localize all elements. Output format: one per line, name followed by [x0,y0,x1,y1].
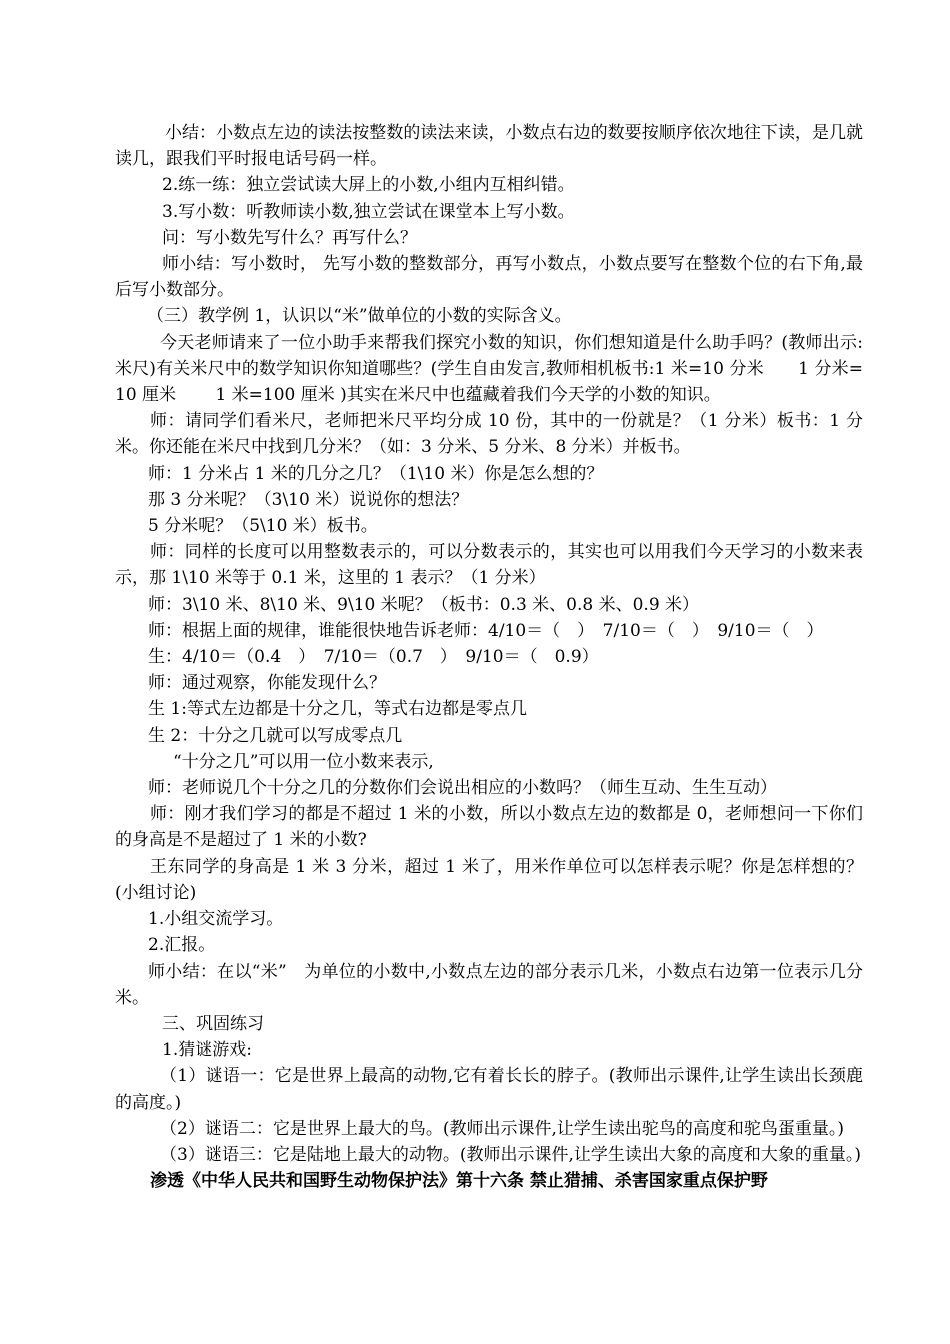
paragraph-write-decimals: 3.写小数：听教师读小数,独立尝试在课堂本上写小数。 [162,201,575,222]
paragraph-student-one: 生 1:等式左边都是十分之几，等式右边都是零点几 [148,699,527,720]
document-body [115,120,863,1194]
paragraph-practice: 2.练一练：独立尝试读大屏上的小数,小组内互相纠错。 [162,175,575,196]
paragraph-riddle-two: （2）谜语二：它是世界上最大的鸟。(教师出示课件,让学生读出驼鸟的高度和驼鸟蛋重量。) [160,1118,844,1139]
paragraph-interaction: 师：老师说几个十分之几的分数你们会说出相应的小数吗？（师生互动、生生互动） [148,778,777,799]
paragraph-riddle-game: 1.猜谜游戏: [162,1040,252,1061]
paragraph-more-fractions: 师：3\10 米、8\10 米、9\10 米呢？（板书：0.3 米、0.8 米、0.9 米） [148,594,700,615]
paragraph-question: 问：写小数先写什么？再写什么？ [162,227,417,248]
paragraph-student-answer: 生：4/10＝（0.4 ） 7/10＝（0.7 ） 9/10＝（ 0.9） [148,647,599,668]
paragraph-report: 2.汇报。 [148,935,216,956]
paragraph-tenths-rule: “十分之几”可以用一位小数来表示, [173,751,434,772]
paragraph-example-heading: （三）教学例 1，认识以“米”做单位的小数的实际含义。 [147,306,572,327]
paragraph-law-reference: 渗透《中华人民共和国野生动物保护法》第十六条 禁止猎捕、杀害国家重点保护野 [150,1171,768,1192]
paragraph-riddle-one: （1）谜语一：它是世界上最高的动物,它有着长长的脖子。(教师出示课件,让学生读出长颈鹿的高度。) [115,1066,863,1113]
paragraph-five-decimeters: 5 分米呢？（5\10 米）板书。 [148,516,378,537]
paragraph-observe: 师：通过观察，你能发现什么？ [148,673,386,694]
paragraph-pattern-question: 师：根据上面的规律，谁能很快地告诉老师：4/10＝（ ） 7/10＝（ ） 9/10＝（ ） [148,620,824,641]
section-heading-practice: 三、巩固练习 [162,1013,264,1034]
paragraph-student-two: 生 2：十分之几就可以写成零点几 [148,725,403,746]
paragraph-meter-ruler-intro: 今天老师请来了一位小助手来帮我们探究小数的知识，你们想知道是什么助手吗？(教师出示:米尺)有关米尺中的数学知识你知道哪些？(学生自由发言,教师相机板书:1 米=10 分米 1 分米=10 厘米 1 米=100 厘米 )其实在米尺中也蕴藏着我们今天学的小数的知识。 [115,332,863,406]
paragraph-one-decimeter: 师：1 分米占 1 米的几分之几？（1\10 米）你是怎么想的？ [148,463,604,484]
paragraph-summary-reading: 小结：小数点左边的读法按整数的读法来读，小数点右边的数要按顺序依次地往下读，是几就读几，跟我们平时报电话号码一样。 [115,123,863,170]
paragraph-same-length: 师：同样的长度可以用整数表示的，可以分数表示的，其实也可以用我们今天学习的小数来表示，那 1\10 米等于 0.1 米，这里的 1 表示？（1 分米） [115,542,863,589]
paragraph-wang-dong: 王东同学的身高是 1 米 3 分米，超过 1 米了，用米作单位可以怎样表示呢？你是怎样想的？(小组讨论) [115,856,863,903]
paragraph-riddle-three: （3）谜语三：它是陆地上最大的动物。(教师出示课件,让学生读出大象的高度和大象的重量。) [160,1144,861,1165]
paragraph-teacher-summary-meter: 师小结：在以“米” 为单位的小数中,小数点左边的部分表示几米，小数点右边第一位表示几分米。 [115,961,863,1008]
paragraph-three-decimeters: 那 3 分米呢？（3\10 米）说说你的想法？ [148,489,469,510]
paragraph-ruler-division: 师：请同学们看米尺，老师把米尺平均分成 10 份，其中的一份就是？（1 分米）板书：1 分米。你还能在米尺中找到几分米？（如：3 分米、5 分米、8 分米）并板书。 [115,411,863,458]
paragraph-group-study: 1.小组交流学习。 [148,909,284,930]
paragraph-height-question: 师：刚才我们学习的都是不超过 1 米的小数，所以小数点左边的数都是 0，老师想问一下你们的身高是不是超过了 1 米的小数? [115,804,863,851]
paragraph-teacher-summary-writing: 师小结：写小数时， 先写小数的整数部分，再写小数点，小数点要写在整数个位的右下角,最后写小数部分。 [115,254,863,301]
